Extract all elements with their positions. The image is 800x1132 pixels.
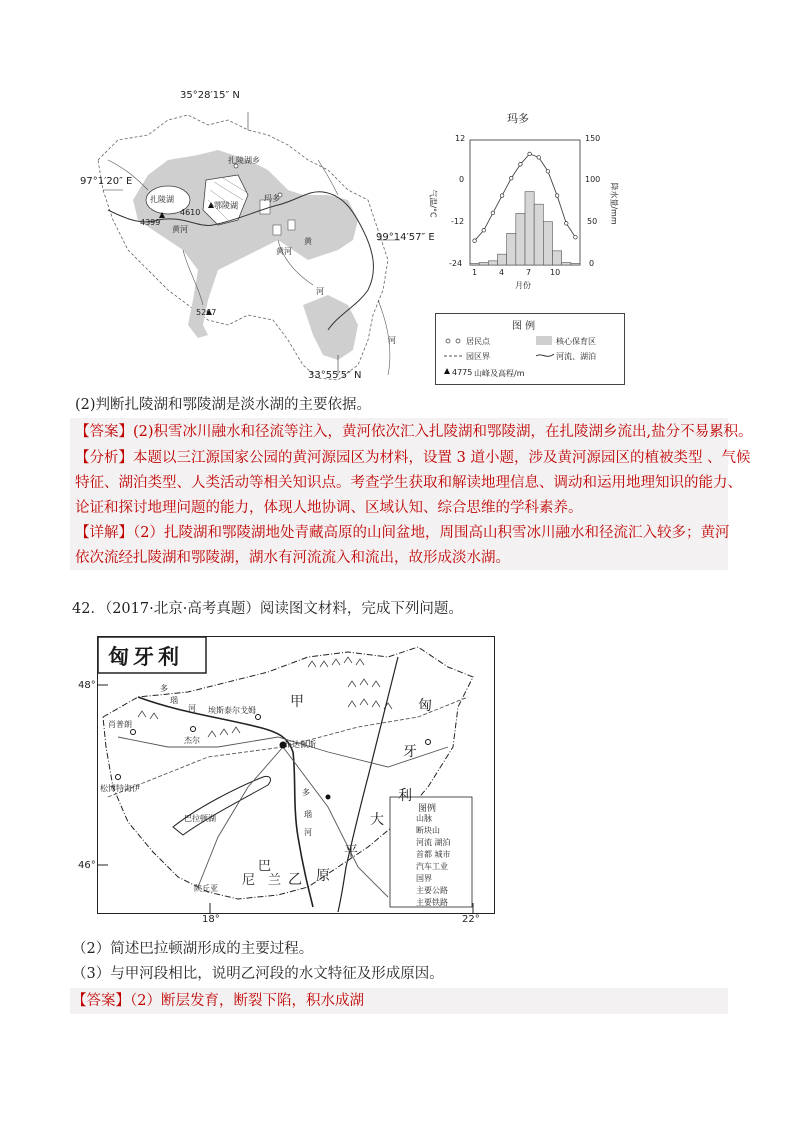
temp-point-1 bbox=[473, 239, 477, 243]
map1-place-he-1: 河 bbox=[316, 287, 324, 296]
map1-peak-5267: 5267 bbox=[196, 308, 217, 317]
x-tick-0: 1 bbox=[472, 268, 478, 277]
temp-point-7 bbox=[528, 152, 532, 156]
q42-sub2: （2）简述巴拉顿湖形成的主要过程。 bbox=[72, 941, 314, 957]
map1-place-he-2: 河 bbox=[388, 336, 396, 345]
map1-legend-peak-example: 4775 bbox=[452, 368, 473, 377]
precip-bar-2 bbox=[479, 263, 488, 266]
hungary-place-sopron: 肖普朗 bbox=[108, 720, 132, 729]
q41-answer bbox=[75, 421, 753, 443]
q42-answer bbox=[72, 990, 364, 1012]
map1-coord-top: 35°28′15″ N bbox=[180, 90, 240, 101]
q41-detail-text-1: （2）扎陵湖和鄂陵湖地处青藏高原的山间盆地，周围高山积雪冰川融水和径流汇入较多；黄河 bbox=[133, 525, 730, 541]
y-right-tick-0: 150 bbox=[585, 134, 601, 143]
map1-peak-4610: 4610 bbox=[180, 208, 201, 217]
precip-bar-7 bbox=[525, 192, 534, 265]
y-left-tick-0: 12 bbox=[455, 134, 466, 143]
hungary-legend-highway: 主要公路 bbox=[416, 886, 448, 895]
q41-answer-text: (2)积雪冰川融水和径流等注入，黄河依次汇入扎陵湖和鄂陵湖，在扎陵湖乡流出,盐分不易累积。 bbox=[133, 424, 753, 440]
temp-point-5 bbox=[509, 176, 513, 180]
q41-detail-line2: 依次流经扎陵湖和鄂陵湖，湖水有河流流入和流出，故形成淡水湖。 bbox=[75, 550, 510, 566]
map1-place-elinghu: 鄂陵湖 bbox=[214, 201, 238, 210]
temp-point-4 bbox=[500, 194, 504, 198]
x-axis-label: 月份 bbox=[515, 281, 531, 290]
hungary-place-yuan: 原 bbox=[316, 868, 330, 884]
temp-point-11 bbox=[564, 222, 568, 226]
q41-analysis-line1 bbox=[75, 447, 751, 469]
answer-tag: 【答案】 bbox=[75, 424, 133, 440]
q41-detail-line1 bbox=[75, 522, 729, 544]
map1-place-zalinghu-town: 扎陵湖乡 bbox=[228, 156, 260, 165]
hungary-place-balaton: 巴拉顿湖 bbox=[184, 814, 216, 823]
hungary-legend-railway: 主要铁路 bbox=[416, 898, 448, 907]
hungary-place-li: 利 bbox=[398, 788, 412, 804]
hungary-place-ni: 尼 bbox=[242, 873, 256, 888]
hungary-map-title: 匈牙利 bbox=[108, 645, 183, 669]
temp-point-3 bbox=[491, 211, 495, 215]
hungary-place-he-1: 河 bbox=[188, 704, 196, 713]
hungary-place-ba: 巴 bbox=[258, 859, 272, 874]
analysis-tag: 【分析】 bbox=[75, 450, 133, 466]
hungary-place-pecs: 陕丘亚 bbox=[194, 884, 218, 893]
hungary-legend-border: 国界 bbox=[416, 874, 432, 883]
map1-legend-item-core-area: 核心保育区 bbox=[556, 337, 596, 346]
hungary-place-gyor: 杰尔 bbox=[184, 736, 200, 745]
x-tick-3: 10 bbox=[550, 268, 561, 277]
precip-bar-8 bbox=[534, 204, 543, 265]
hungary-legend-capital-city: 首都 城市 bbox=[416, 850, 451, 859]
q42-answer-text: （2）断层发育，断裂下陷，积水成湖 bbox=[130, 993, 364, 1009]
precip-bar-9 bbox=[543, 222, 552, 265]
maduo-climate-chart bbox=[425, 108, 625, 298]
temp-point-6 bbox=[519, 163, 523, 167]
q41-analysis-text-1: 本题以三江源国家公园的黄河源园区为材料，设置 3 道小题，涉及黄河源园区的植被类型 、气候 bbox=[133, 450, 751, 466]
hungary-legend-auto-industry: 汽车工业 bbox=[416, 862, 448, 871]
map1-coord-left: 97°1′20″ E bbox=[80, 176, 133, 187]
y-right-axis-label: 降水量/mm bbox=[609, 182, 619, 225]
map1-place-maduo: 玛多 bbox=[264, 194, 280, 203]
temp-point-10 bbox=[555, 194, 559, 198]
map1-legend-item-river-lake: 河流、湖泊 bbox=[556, 352, 596, 361]
hungary-place-ping: 平 bbox=[344, 844, 358, 860]
hungary-place-nao-2: 瑙 bbox=[304, 810, 312, 819]
hungary-lon-right: 22° bbox=[462, 914, 480, 925]
map1-place-huanghe-1: 黄河 bbox=[172, 225, 188, 234]
q41-analysis-line2: 特征、湖泊类型、人类活动等相关知识点。考查学生获取和解读地理信息、调动和运用地理知识的能力、 bbox=[75, 475, 742, 491]
precip-bar-1 bbox=[470, 263, 479, 265]
precip-bar-12 bbox=[571, 263, 580, 265]
map1-legend-item-boundary: 园区界 bbox=[466, 352, 490, 361]
hungary-place-xiong: 匈 bbox=[418, 698, 432, 714]
hungary-place-ya: 牙 bbox=[403, 744, 417, 760]
map1-legend-item-peak: 山峰及高程/m bbox=[474, 369, 525, 378]
hungary-place-budapest: 布达佩斯 bbox=[284, 740, 316, 749]
hungary-place-jia: 甲 bbox=[290, 694, 304, 710]
precip-bar-6 bbox=[516, 213, 525, 265]
hungary-place-he-2: 河 bbox=[304, 828, 312, 837]
q42-header: 42．（2017·北京·高考真题）阅读图文材料，完成下列问题。 bbox=[72, 601, 463, 617]
hungary-lon-left: 18° bbox=[202, 914, 220, 925]
hungary-place-nao-1: 瑙 bbox=[170, 696, 178, 705]
precip-bar-5 bbox=[507, 233, 516, 265]
hungary-legend-river-lake: 河流 湖泊 bbox=[416, 838, 451, 847]
temp-point-8 bbox=[537, 156, 541, 160]
y-left-tick-3: -24 bbox=[449, 259, 463, 268]
hungary-place-esztergom: 埃斯泰尔戈姆 bbox=[208, 706, 256, 715]
hungary-lat-top: 48° bbox=[78, 680, 96, 691]
hungary-legend-fault-block: 断块山 bbox=[416, 826, 440, 835]
y-right-tick-3: 0 bbox=[589, 259, 595, 268]
hungary-place-lan: 兰 bbox=[268, 873, 282, 888]
map1-peak-4399: 4399 bbox=[140, 218, 161, 227]
hungary-map bbox=[97, 636, 495, 914]
hungary-legend-mountain: 山脉 bbox=[416, 814, 432, 823]
hungary-place-da: 大 bbox=[370, 812, 384, 828]
q41-question: (2)判断扎陵湖和鄂陵湖是淡水湖的主要依据。 bbox=[75, 397, 372, 413]
y-right-tick-2: 50 bbox=[587, 217, 598, 226]
y-left-axis-label: 气温/°C bbox=[428, 189, 438, 218]
map1-coord-bottom: 33°55′5″ N bbox=[308, 370, 362, 381]
hungary-place-duo-2: 多 bbox=[302, 788, 310, 797]
hungary-place-szombathely: 松博特海伊 bbox=[100, 784, 140, 793]
temp-point-12 bbox=[574, 235, 578, 239]
precip-bar-10 bbox=[553, 251, 562, 265]
chart-title: 玛多 bbox=[507, 112, 529, 125]
detail-tag: 【详解】 bbox=[75, 525, 133, 541]
map1-place-huang-1: 黄 bbox=[304, 237, 312, 246]
hungary-legend-title: 图例 bbox=[418, 804, 437, 814]
map1-place-huanghe-2: 黄河 bbox=[276, 247, 292, 256]
hungary-place-duo-1: 多 bbox=[160, 684, 168, 693]
temp-point-9 bbox=[546, 169, 550, 173]
map1-coord-right: 99°14′57″ E bbox=[376, 232, 435, 243]
precip-bar-3 bbox=[488, 261, 497, 265]
map1-drawing bbox=[88, 100, 423, 385]
precip-bar-4 bbox=[498, 254, 507, 265]
map1-place-zalinghu: 扎陵湖 bbox=[150, 195, 174, 204]
q41-analysis-line3: 论证和探讨地理问题的能力，体现人地协调、区域认知、综合思维的学科素养。 bbox=[75, 500, 583, 516]
y-left-tick-2: -12 bbox=[451, 217, 465, 226]
map1-legend bbox=[435, 313, 625, 385]
map1-legend-title: 图 例 bbox=[512, 321, 536, 332]
answer-tag: 【答案】 bbox=[72, 993, 130, 1009]
hungary-place-yi: 乙 bbox=[288, 872, 302, 888]
map1-legend-item-settlement: 居民点 bbox=[466, 337, 490, 346]
x-tick-1: 4 bbox=[499, 268, 505, 277]
x-tick-2: 7 bbox=[526, 268, 532, 277]
y-right-tick-1: 100 bbox=[585, 175, 601, 184]
y-left-tick-1: 0 bbox=[459, 175, 465, 184]
q42-sub3: （3）与甲河段相比，说明乙河段的水文特征及形成原因。 bbox=[72, 966, 444, 982]
hungary-lat-bottom: 46° bbox=[78, 860, 96, 871]
precip-bar-11 bbox=[562, 263, 571, 266]
temp-point-2 bbox=[482, 228, 486, 232]
